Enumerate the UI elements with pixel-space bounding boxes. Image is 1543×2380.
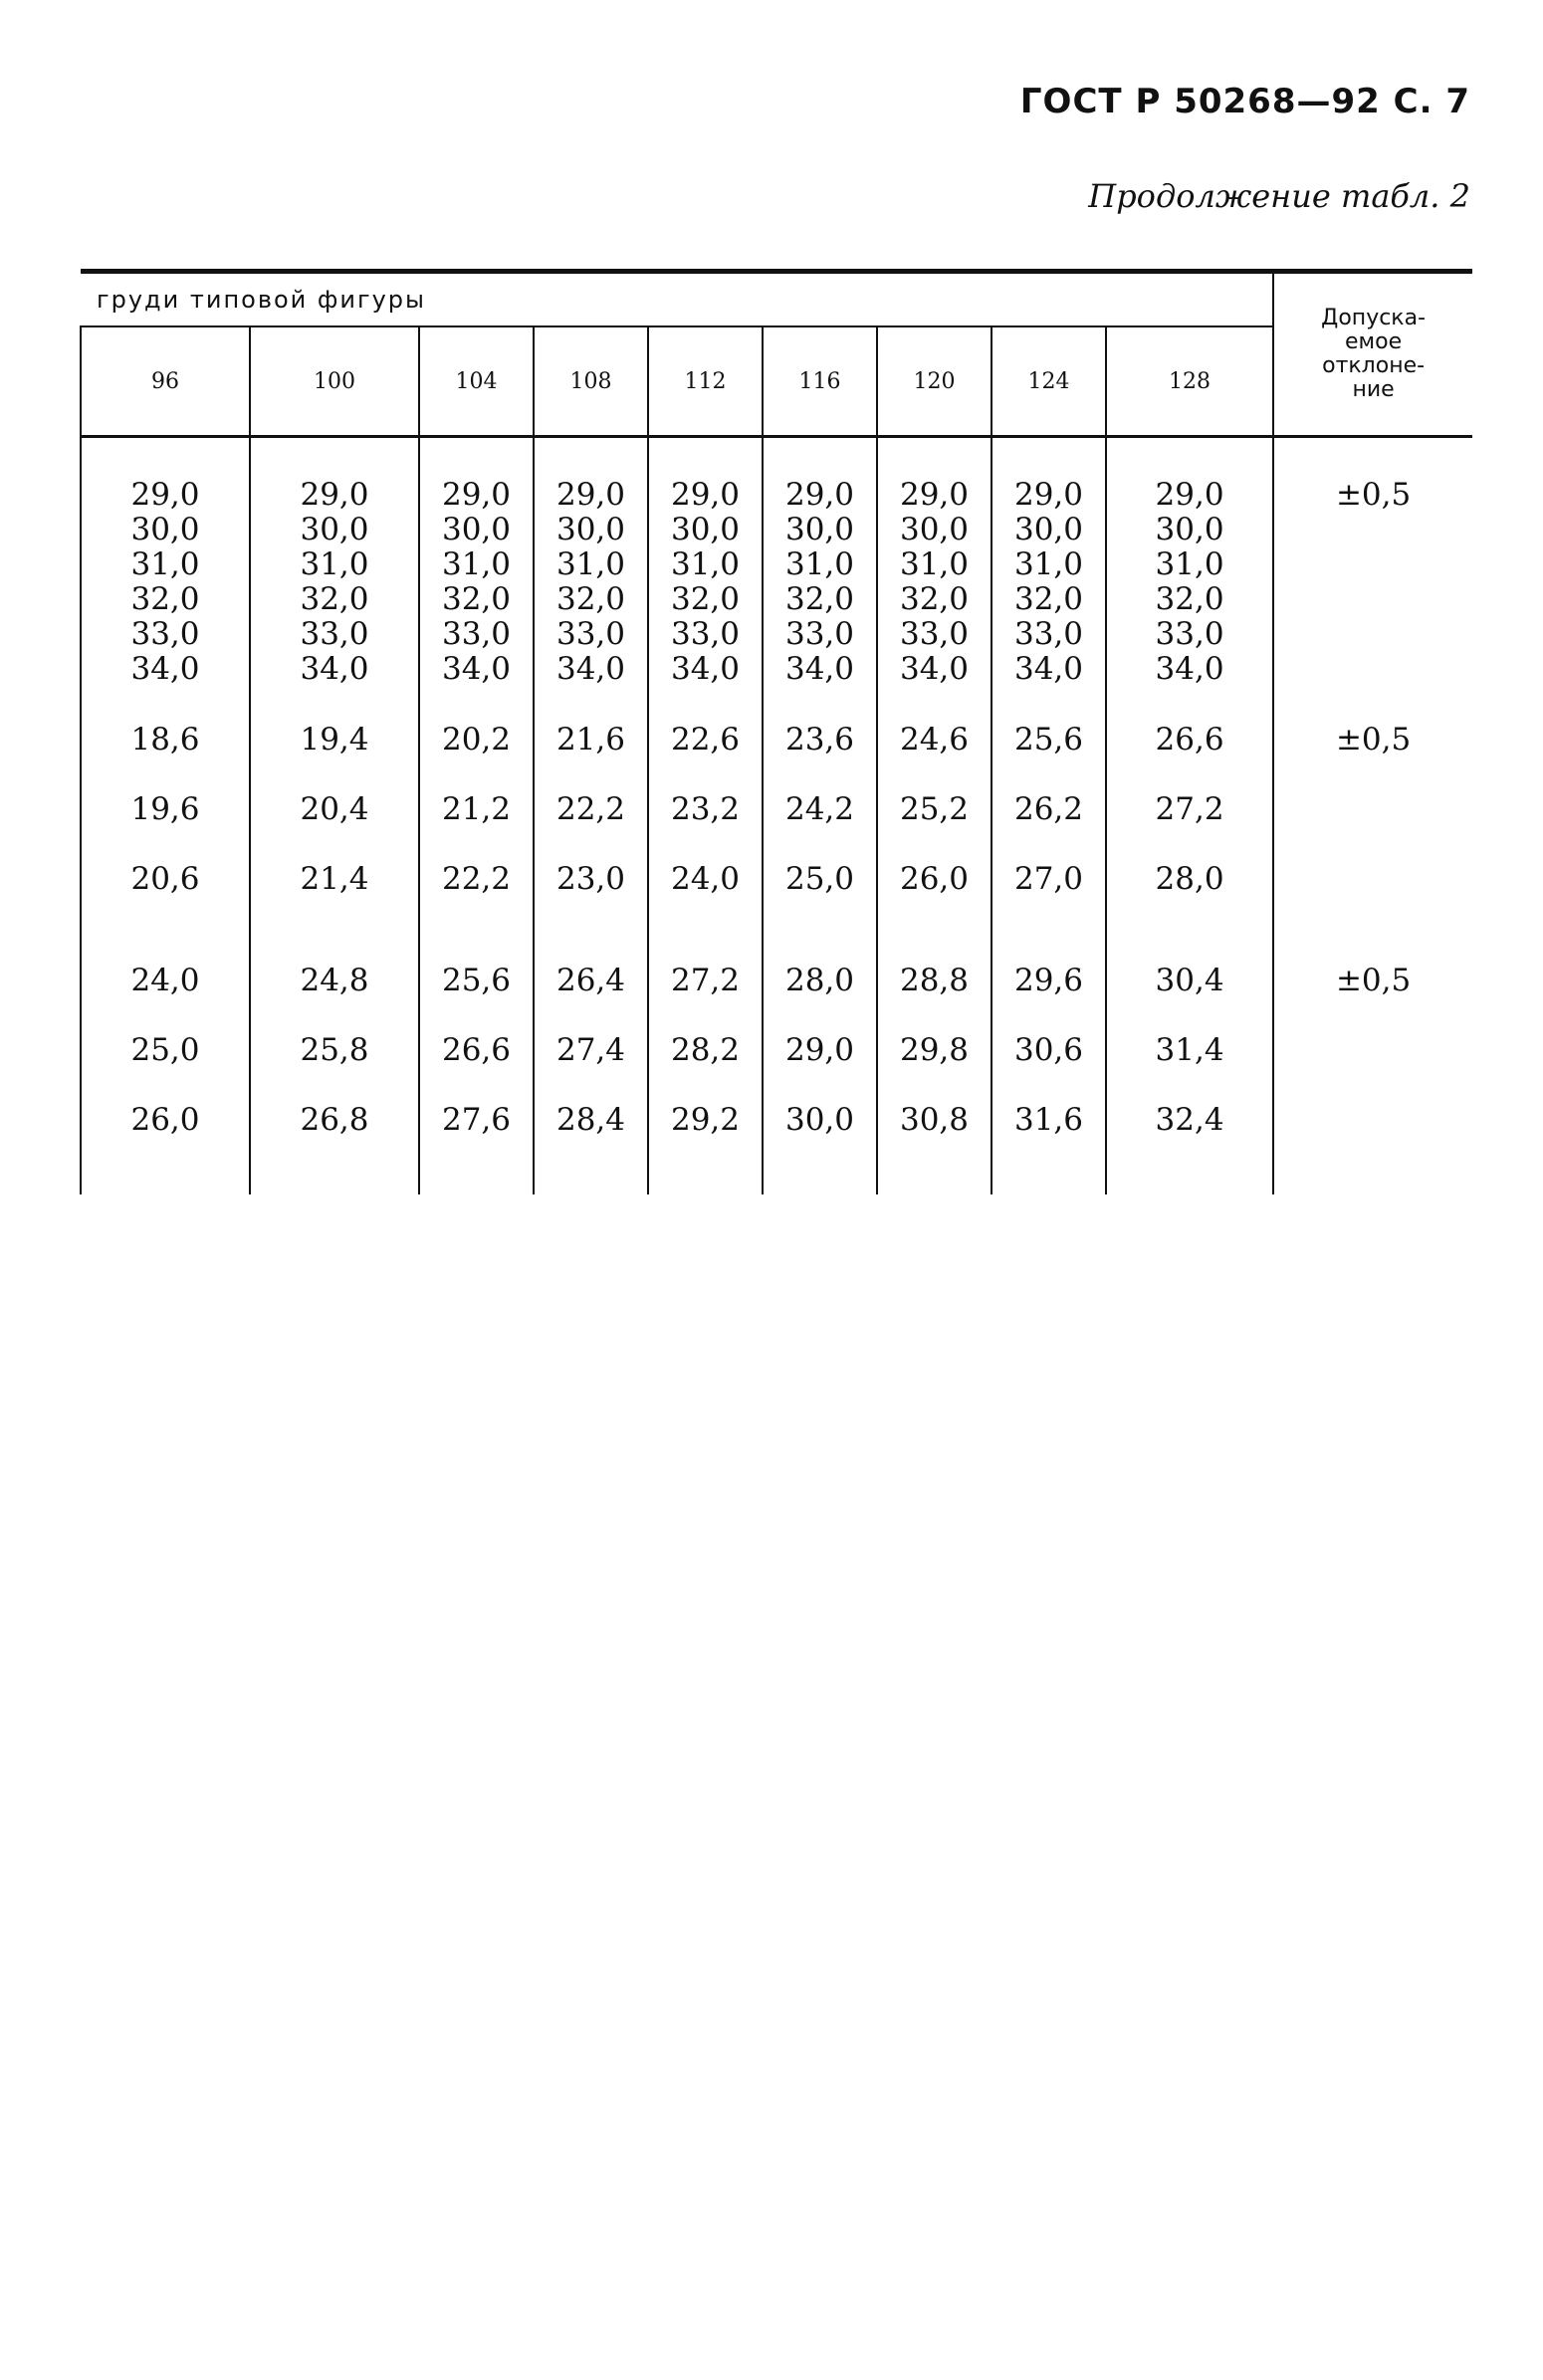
size-header: 96 xyxy=(81,326,250,437)
table-cell: 19,4 xyxy=(250,705,419,774)
cell-value: 33,0 xyxy=(784,616,855,652)
table-cell: 26,4 xyxy=(534,946,648,1015)
cell-value: 34,0 xyxy=(555,651,626,687)
table-cell: 24,0 xyxy=(648,844,763,914)
spacer-cell xyxy=(1273,914,1472,946)
table-cell xyxy=(1106,437,1273,706)
table-cell: 22,6 xyxy=(648,705,763,774)
table-cell: 23,0 xyxy=(534,844,648,914)
table-cell: 23,2 xyxy=(648,774,763,844)
spacer-cell xyxy=(763,914,877,946)
table-body xyxy=(81,437,1472,1195)
spacer-cell xyxy=(419,914,534,946)
cell-value: 31,0 xyxy=(555,546,626,582)
table-cell xyxy=(534,437,648,706)
table-cell: 21,4 xyxy=(250,844,419,914)
cell-value: 33,0 xyxy=(1013,616,1084,652)
cell-value: 29,0 xyxy=(555,477,626,513)
table-cell: 21,6 xyxy=(534,705,648,774)
spacer-cell xyxy=(992,914,1106,946)
table-cell: 25,0 xyxy=(763,844,877,914)
table-cell: 29,0 xyxy=(763,1015,877,1085)
tolerance-header-line: отклоне- xyxy=(1322,353,1426,378)
cell-value: 32,0 xyxy=(670,581,741,617)
cell-value: 33,0 xyxy=(441,616,512,652)
table-row xyxy=(81,844,1472,914)
table-cell: 29,2 xyxy=(648,1085,763,1194)
table-row xyxy=(81,1085,1472,1194)
cell-value: 34,0 xyxy=(300,651,369,687)
cell-value: 31,0 xyxy=(1155,546,1224,582)
table-cell xyxy=(877,437,992,706)
table-cell xyxy=(648,437,763,706)
cell-value: 29,0 xyxy=(670,477,741,513)
table-cell: 26,2 xyxy=(992,774,1106,844)
table-cell: 26,0 xyxy=(81,1085,250,1194)
table-cell: 27,2 xyxy=(648,946,763,1015)
table-cell: 25,8 xyxy=(250,1015,419,1085)
table-cell: 20,4 xyxy=(250,774,419,844)
cell-value: 29,0 xyxy=(300,477,369,513)
cell-value: 29,0 xyxy=(130,477,200,513)
cell-value: 30,0 xyxy=(784,512,855,547)
cell-value: 29,0 xyxy=(1013,477,1084,513)
group-title: груди типовой фигуры xyxy=(81,272,1273,327)
table-cell: 26,0 xyxy=(877,844,992,914)
cell-value: 34,0 xyxy=(899,651,970,687)
table-cell: 27,2 xyxy=(1106,774,1273,844)
document-header: ГОСТ Р 50268—92 С. 7 xyxy=(1019,82,1470,121)
table-cell: 28,8 xyxy=(877,946,992,1015)
cell-value: 30,0 xyxy=(555,512,626,547)
cell-value: 30,0 xyxy=(899,512,970,547)
table-cell: 32,4 xyxy=(1106,1085,1273,1194)
cell-value: 31,0 xyxy=(300,546,369,582)
table-cell: 20,2 xyxy=(419,705,534,774)
table-cell: 21,2 xyxy=(419,774,534,844)
table-cell xyxy=(763,437,877,706)
table-row xyxy=(81,437,1472,706)
cell-value: 33,0 xyxy=(1155,616,1224,652)
table-cell: 30,4 xyxy=(1106,946,1273,1015)
tolerance-cell: ±0,5 xyxy=(1273,437,1472,706)
table-cell: 30,0 xyxy=(763,1085,877,1194)
size-header: 100 xyxy=(250,326,419,437)
table-cell xyxy=(992,437,1106,706)
size-header: 120 xyxy=(877,326,992,437)
table-cell: 27,4 xyxy=(534,1015,648,1085)
tolerance-cell xyxy=(1273,1085,1472,1194)
tolerance-header xyxy=(1273,272,1472,437)
cell-value: 29,0 xyxy=(1155,477,1224,513)
cell-value: 34,0 xyxy=(1155,651,1224,687)
cell-value: 33,0 xyxy=(130,616,200,652)
table-cell: 25,2 xyxy=(877,774,992,844)
table-cell: 25,0 xyxy=(81,1015,250,1085)
size-header: 124 xyxy=(992,326,1106,437)
table-cell: 29,6 xyxy=(992,946,1106,1015)
table-cell: 28,2 xyxy=(648,1015,763,1085)
table-cell: 22,2 xyxy=(534,774,648,844)
table-cell: 19,6 xyxy=(81,774,250,844)
cell-value: 30,0 xyxy=(670,512,741,547)
cell-value: 33,0 xyxy=(555,616,626,652)
cell-value: 32,0 xyxy=(1155,581,1224,617)
table-cell: 24,0 xyxy=(81,946,250,1015)
cell-value: 34,0 xyxy=(670,651,741,687)
tolerance-header-line: емое xyxy=(1345,329,1403,354)
cell-value: 29,0 xyxy=(441,477,512,513)
tolerance-cell xyxy=(1273,774,1472,844)
spacer-row xyxy=(81,914,1472,946)
cell-value: 34,0 xyxy=(441,651,512,687)
table-row xyxy=(81,1015,1472,1085)
table-cell: 28,0 xyxy=(1106,844,1273,914)
table-cell: 23,6 xyxy=(763,705,877,774)
cell-value: 31,0 xyxy=(130,546,200,582)
spacer-cell xyxy=(648,914,763,946)
spacer-cell xyxy=(250,914,419,946)
cell-value: 31,0 xyxy=(899,546,970,582)
cell-value: 30,0 xyxy=(441,512,512,547)
table-cell: 31,6 xyxy=(992,1085,1106,1194)
cell-value: 31,0 xyxy=(1013,546,1084,582)
cell-value: 30,0 xyxy=(130,512,200,547)
cell-value: 34,0 xyxy=(784,651,855,687)
table-row xyxy=(81,946,1472,1015)
tolerance-cell: ±0,5 xyxy=(1273,946,1472,1015)
spacer-cell xyxy=(1106,914,1273,946)
cell-value: 33,0 xyxy=(670,616,741,652)
size-header: 108 xyxy=(534,326,648,437)
cell-value: 30,0 xyxy=(1013,512,1084,547)
cell-value: 32,0 xyxy=(899,581,970,617)
cell-value: 32,0 xyxy=(784,581,855,617)
cell-value: 31,0 xyxy=(784,546,855,582)
tolerance-cell: ±0,5 xyxy=(1273,705,1472,774)
cell-value: 32,0 xyxy=(441,581,512,617)
table-cell: 28,4 xyxy=(534,1085,648,1194)
table-caption: Продолжение табл. 2 xyxy=(1088,177,1470,215)
cell-value: 33,0 xyxy=(300,616,369,652)
tolerance-header-line: Допуска- xyxy=(1321,306,1427,330)
spacer-cell xyxy=(81,914,250,946)
cell-value: 32,0 xyxy=(555,581,626,617)
table-cell: 26,6 xyxy=(1106,705,1273,774)
table-cell: 22,2 xyxy=(419,844,534,914)
table-cell: 26,6 xyxy=(419,1015,534,1085)
cell-value: 32,0 xyxy=(300,581,369,617)
table-cell: 24,6 xyxy=(877,705,992,774)
size-header: 128 xyxy=(1106,326,1273,437)
table-cell: 24,2 xyxy=(763,774,877,844)
table-cell: 18,6 xyxy=(81,705,250,774)
table-cell: 27,0 xyxy=(992,844,1106,914)
cell-value: 29,0 xyxy=(784,477,855,513)
cell-value: 33,0 xyxy=(899,616,970,652)
table-cell xyxy=(250,437,419,706)
spacer-cell xyxy=(534,914,648,946)
tolerance-cell xyxy=(1273,1015,1472,1085)
cell-value: 32,0 xyxy=(130,581,200,617)
table-row xyxy=(81,705,1472,774)
cell-value: 32,0 xyxy=(1013,581,1084,617)
table-cell: 25,6 xyxy=(992,705,1106,774)
tolerance-header-line: ние xyxy=(1352,377,1395,402)
table-cell: 30,8 xyxy=(877,1085,992,1194)
data-table xyxy=(80,269,1472,1194)
cell-value: 34,0 xyxy=(1013,651,1084,687)
table-cell: 20,6 xyxy=(81,844,250,914)
cell-value: 31,0 xyxy=(670,546,741,582)
table-cell: 31,4 xyxy=(1106,1015,1273,1085)
table-cell: 29,8 xyxy=(877,1015,992,1085)
table-cell: 28,0 xyxy=(763,946,877,1015)
table-cell xyxy=(81,437,250,706)
table-cell: 27,6 xyxy=(419,1085,534,1194)
size-header: 116 xyxy=(763,326,877,437)
cell-value: 30,0 xyxy=(1155,512,1224,547)
table-cell xyxy=(419,437,534,706)
size-header: 112 xyxy=(648,326,763,437)
table-cell: 30,6 xyxy=(992,1015,1106,1085)
cell-value: 31,0 xyxy=(441,546,512,582)
table-row xyxy=(81,774,1472,844)
tolerance-cell xyxy=(1273,844,1472,914)
table-cell: 24,8 xyxy=(250,946,419,1015)
size-header: 104 xyxy=(419,326,534,437)
data-table-container xyxy=(80,269,1471,1194)
cell-value: 30,0 xyxy=(300,512,369,547)
cell-value: 29,0 xyxy=(899,477,970,513)
table-cell: 25,6 xyxy=(419,946,534,1015)
table-cell: 26,8 xyxy=(250,1085,419,1194)
spacer-cell xyxy=(877,914,992,946)
cell-value: 34,0 xyxy=(130,651,200,687)
